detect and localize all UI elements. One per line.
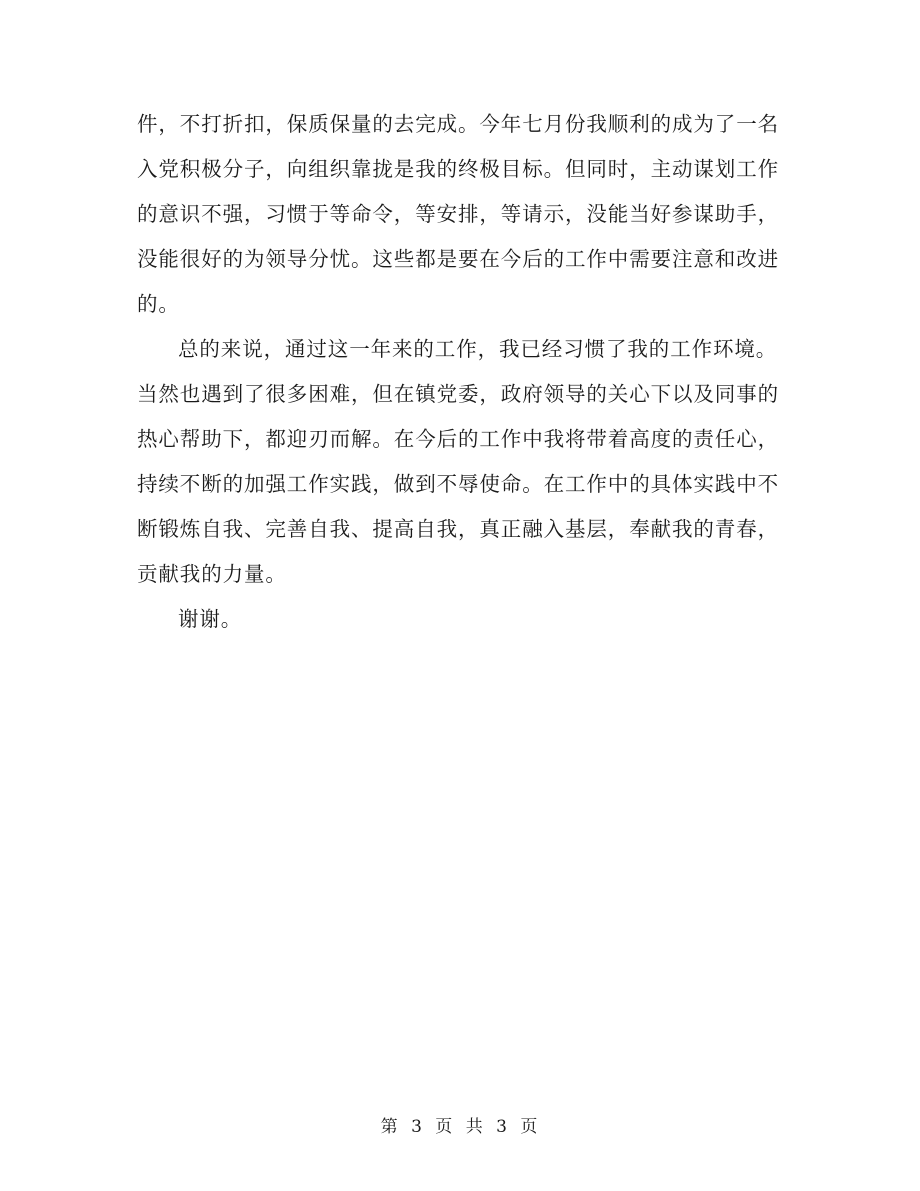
text-line: 贡献我的力量。 (137, 562, 287, 586)
footer-suffix: 页 (520, 1117, 540, 1137)
text-line: 没能很好的为领导分忧。这些都是要在今后的工作中需要注意和改进 (137, 247, 779, 271)
document-body (137, 102, 787, 642)
footer-current-page: 3 (411, 1117, 424, 1137)
text-line: 持续不断的加强工作实践，做到不辱使命。在工作中的具体实践中不 (137, 472, 779, 496)
footer-total-label: 共 (465, 1117, 485, 1137)
footer-prefix: 第 (380, 1117, 400, 1137)
page-footer (0, 1112, 920, 1137)
text-line: 断锻炼自我、完善自我、提高自我，真正融入基层，奉献我的青春， (137, 517, 779, 541)
footer-page-unit: 页 (435, 1117, 455, 1137)
text-line: 的意识不强，习惯于等命令，等安排，等请示，没能当好参谋助手， (137, 202, 779, 226)
text-line: 件，不打折扣，保质保量的去完成。今年七月份我顺利的成为了一名 (137, 112, 779, 136)
closing-line: 谢谢。 (178, 607, 243, 631)
paragraph-start-line: 总的来说，通过这一年来的工作，我已经习惯了我的工作环境。 (178, 337, 778, 361)
text-line: 当然也遇到了很多困难，但在镇党委，政府领导的关心下以及同事的 (137, 382, 779, 406)
footer-total-pages: 3 (496, 1117, 509, 1137)
text-line: 热心帮助下，都迎刃而解。在今后的工作中我将带着高度的责任心， (137, 427, 779, 451)
text-line: 入党积极分子，向组织靠拢是我的终极目标。但同时，主动谋划工作 (137, 157, 779, 181)
text-line: 的。 (137, 292, 180, 316)
